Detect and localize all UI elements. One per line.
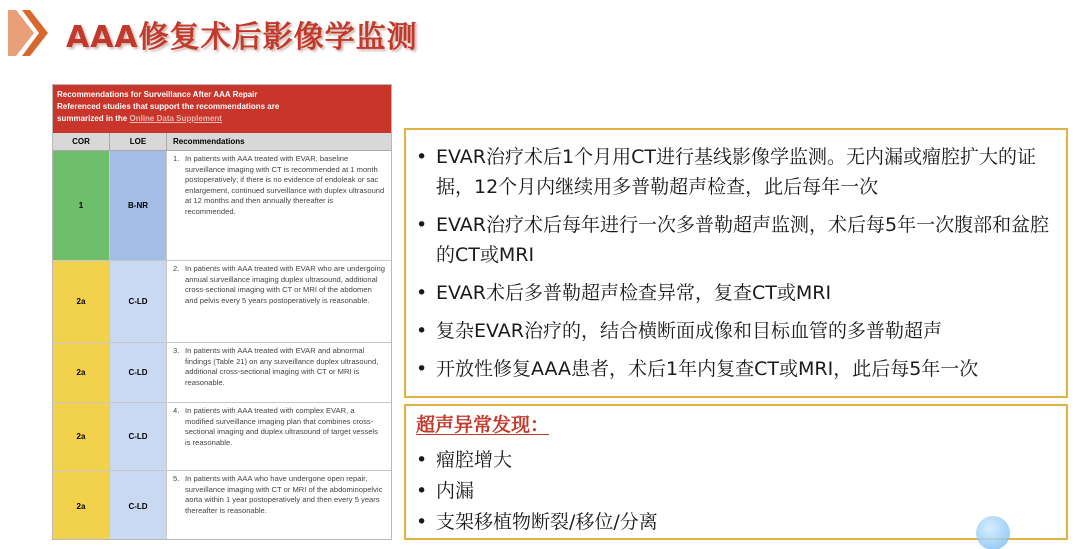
table-row: [53, 471, 391, 540]
rec-text: In patients with AAA treated with EVAR who are undergoing annual surveillance imaging duplex ultrasound, additional cross-sectional imaging with CT or MRI of the abdomen and pelvis every 5 years postoperatively is reasonable.: [185, 264, 385, 305]
finding-item: • 内漏: [414, 477, 1066, 505]
finding-item: • 瘤腔增大: [414, 446, 1066, 474]
table-row: [53, 343, 391, 403]
loe-cell: C-LD: [110, 261, 167, 342]
table-row: [53, 403, 391, 471]
cor-cell: 2a: [53, 261, 110, 342]
summary-item: • 复杂EVAR治疗的，结合横断面成像和目标血管的多普勒超声: [414, 316, 1066, 346]
abnormal-findings-list: [406, 437, 1066, 536]
table-row: [53, 151, 391, 261]
col-header-cor: COR: [53, 133, 110, 150]
rec-number: 2.: [173, 264, 180, 273]
table-row: [53, 261, 391, 343]
abnormal-findings-box: [404, 404, 1068, 540]
loe-cell: C-LD: [110, 343, 167, 402]
cor-cell: 2a: [53, 343, 110, 402]
table-header-title: Recommendations for Surveillance After AAA Repair: [57, 90, 258, 99]
summary-item: • EVAR术后多普勒超声检查异常，复查CT或MRI: [414, 278, 1066, 308]
table-header-line3-text: summarized in the: [57, 114, 128, 123]
cor-cell: 2a: [53, 403, 110, 470]
summary-item: • 开放性修复AAA患者，术后1年内复查CT或MRI，此后每5年一次: [414, 354, 1066, 384]
abnormal-findings-heading: 超声异常发现：: [416, 414, 550, 436]
recommendation-cell: [167, 261, 391, 342]
title-chevron-icon: [8, 8, 60, 58]
summary-list: [406, 130, 1066, 384]
loe-cell: C-LD: [110, 471, 167, 540]
page-title: AAA修复术后影像学监测: [66, 20, 418, 55]
data-supplement-link[interactable]: Online Data Supplement: [129, 114, 222, 123]
summary-item: • EVAR治疗术后每年进行一次多普勒超声监测，术后每5年一次腹部和盆腔的CT或MRI: [414, 210, 1066, 270]
loe-cell: C-LD: [110, 403, 167, 470]
col-header-recommendations: Recommendations: [173, 137, 245, 146]
recommendation-cell: [167, 343, 391, 402]
rec-text: In patients with AAA who have undergone open repair, surveillance imaging with CT or MRI of the abdominopelvic aorta within 1 year postoperatively and then every 5 years thereafter is reasonable.: [185, 474, 383, 515]
col-header-loe: LOE: [110, 133, 167, 150]
recommendation-cell: [167, 403, 391, 470]
finding-item: • 支架移植物断裂/移位/分离: [414, 508, 1066, 536]
rec-number: 5.: [173, 474, 180, 483]
column-headers: [53, 133, 391, 151]
table-header-line2: Referenced studies that support the recommendations are: [57, 102, 280, 111]
recommendation-cell: [167, 471, 391, 540]
cor-cell: 2a: [53, 471, 110, 540]
table-header-line3: [57, 113, 387, 125]
guideline-table: [52, 84, 392, 540]
floating-assistant-icon[interactable]: [976, 516, 1010, 549]
recommendation-cell: [167, 151, 391, 260]
loe-cell: B-NR: [110, 151, 167, 260]
rec-number: 1.: [173, 154, 180, 163]
table-header: [53, 85, 391, 133]
rec-text: In patients with AAA treated with EVAR, baseline surveillance imaging with CT is recommended at 1 month postoperatively; if there is no evidence of endoleak or sac enlargement, continued surveillance with duplex ultrasound at 12 months and then annually thereafter is recommended.: [185, 154, 385, 216]
rec-text: In patients with AAA treated with EVAR and abnormal findings (Table 21) on any surveillance duplex ultrasound, additional cross-sectional imaging with CT or MRI is reasonable.: [185, 346, 379, 387]
summary-box: [404, 128, 1068, 398]
rec-number: 3.: [173, 346, 180, 355]
cor-cell: 1: [53, 151, 110, 260]
summary-item: • EVAR治疗术后1个月用CT进行基线影像学监测。无内漏或瘤腔扩大的证据，12个月内继续用多普勒超声检查，此后每年一次: [414, 142, 1066, 202]
rec-number: 4.: [173, 406, 180, 415]
rec-text: In patients with AAA treated with complex EVAR, a modified surveillance imaging plan that combines cross-sectional imaging and duplex ultrasound of target vessels is reasonable.: [185, 406, 378, 447]
